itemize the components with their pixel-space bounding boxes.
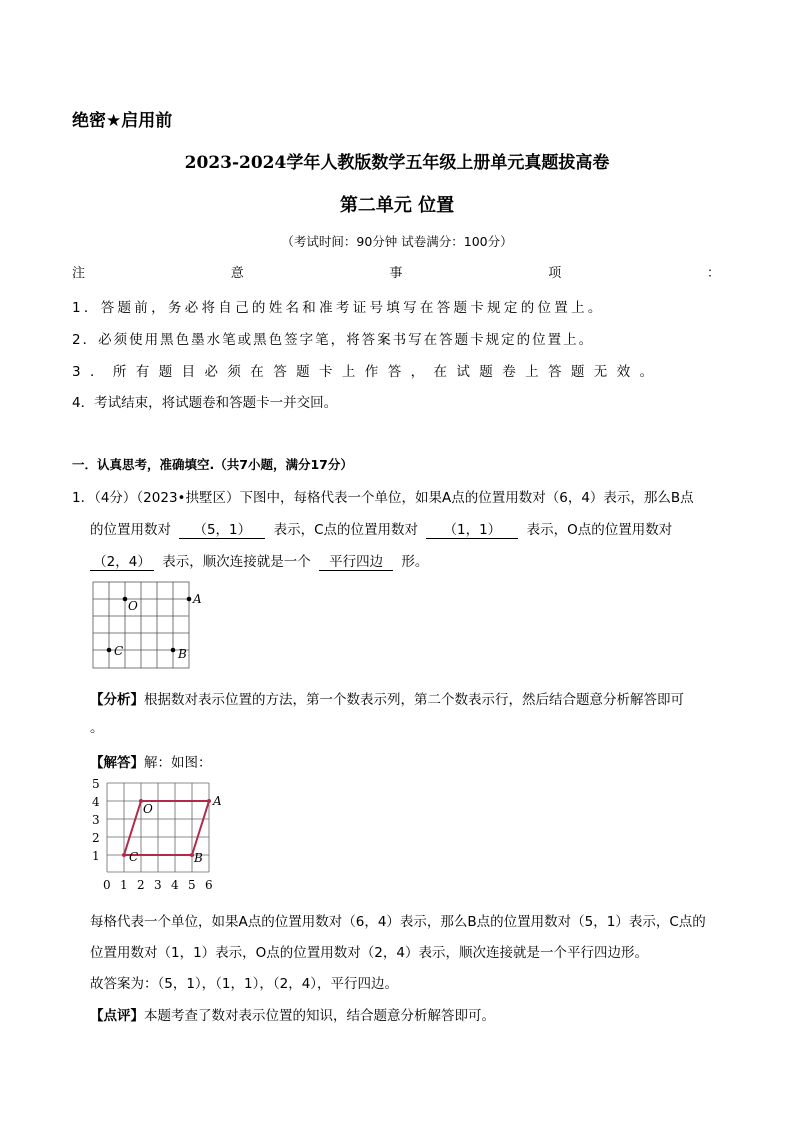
x-tick-label: 5 [188,878,196,892]
answer-blank-c: （1，1） [426,522,518,539]
exam-title: 2023-2024学年人教版数学五年级上册单元真题拔高卷 [184,153,610,173]
comment-paragraph [90,1004,495,1024]
section-title: 一．认真思考，准确填空.（共7小题，满分17分） [72,457,353,472]
solution-paragraph-1: 每格代表一个单位，如果A点的位置用数对（6，4）表示，那么B点的位置用数对（5，1）表示，C点的 [90,914,706,930]
point-a-dot [207,799,211,803]
answer-blank-b: （5，1） [179,522,265,539]
x-tick-label: 2 [137,878,145,892]
exam-time-info: （考试时间：90分钟 试卷满分：100分） [281,234,513,249]
point-o-label: O [143,802,153,816]
question-text: 表示，顺次连接就是一个 [162,554,311,570]
x-axis-labels [103,878,213,892]
solution-tag: 【解答】 [90,755,144,771]
point-a-dot [187,597,192,602]
question-text: 表示，O点的位置用数对 [526,522,673,538]
point-a-label: A [193,592,202,606]
y-tick-label: 3 [92,813,100,827]
solution-heading [90,751,212,771]
notes-heading [72,262,720,281]
question-text: 形。 [401,554,429,570]
point-c-label: C [129,850,139,864]
note-item: 4．考试结束，将试题卷和答题卡一并交回。 [72,395,338,411]
answer-blank-shape: 平行四边 [319,554,393,571]
comment-tag: 【点评】 [90,1008,144,1024]
point-b-label: B [194,851,203,865]
note-item: 2．必须使用黑色墨水笔或黑色签字笔，将答案书写在答题卡规定的位置上。 [72,332,595,348]
point-c-dot [122,853,126,857]
question-text: 表示，C点的位置用数对 [273,522,419,538]
grid-lines [93,582,189,668]
note-item: 3．所有题目必须在答题卡上作答，在试题卷上答题无效。 [72,364,663,380]
y-axis-labels [92,777,100,863]
question-1-line2 [90,518,672,539]
point-a-label: A [213,794,222,808]
x-tick-label: 0 [103,878,111,892]
x-tick-label: 6 [205,878,213,892]
comment-text: 本题考查了数对表示位置的知识，结合题意分析解答即可。 [144,1008,495,1024]
notes-heading-char: 项 [548,266,562,281]
y-tick-label: 2 [92,831,100,845]
notes-heading-char: ： [706,266,720,281]
question-grid-figure [88,578,218,674]
notes-heading-char: 注 [72,266,86,281]
confidential-mark: 绝密★启用前 [72,111,173,131]
point-c-dot [107,648,112,653]
analysis-tag: 【分析】 [90,692,144,708]
question-1-line3 [90,550,428,571]
solution-answer: 故答案为：（5，1），（1，1），（2，4），平行四边。 [90,976,399,992]
notes-heading-char: 意 [230,266,244,281]
point-b-label: B [178,647,187,661]
notes-heading-char: 事 [389,266,403,281]
x-tick-label: 3 [154,878,162,892]
note-item: 1．答题前，务必将自己的姓名和准考证号填写在答题卡规定的位置上。 [72,300,605,316]
question-1-line1: 1．（4分）（2023•拱墅区）下图中，每格代表一个单位，如果A点的位置用数对（6，4）表示，那么B点 [72,490,694,506]
solution-text: 解：如图： [144,755,212,771]
x-tick-label: 4 [171,878,179,892]
unit-title: 第二单元 位置 [339,195,455,216]
analysis-text: 根据数对表示位置的方法，第一个数表示列，第二个数表示行，然后结合题意分析解答即可 [144,692,684,708]
y-tick-label: 5 [92,777,100,791]
answer-blank-o: （2，4） [90,554,154,571]
y-tick-label: 4 [92,795,100,809]
point-o-label: O [128,599,138,613]
x-tick-label: 1 [120,878,128,892]
question-text: 的位置用数对 [90,522,171,538]
analysis-tail: 。 [90,720,104,736]
point-c-label: C [114,644,124,658]
analysis-paragraph [90,688,684,708]
parallelogram-shape [124,801,209,855]
y-tick-label: 1 [92,849,100,863]
point-o-dot [123,597,128,602]
solution-paragraph-2: 位置用数对（1，1）表示，O点的位置用数对（2，4）表示，顺次连接就是一个平行四边形。 [90,945,648,961]
point-b-dot [171,648,176,653]
solution-coordinate-figure [86,776,226,894]
